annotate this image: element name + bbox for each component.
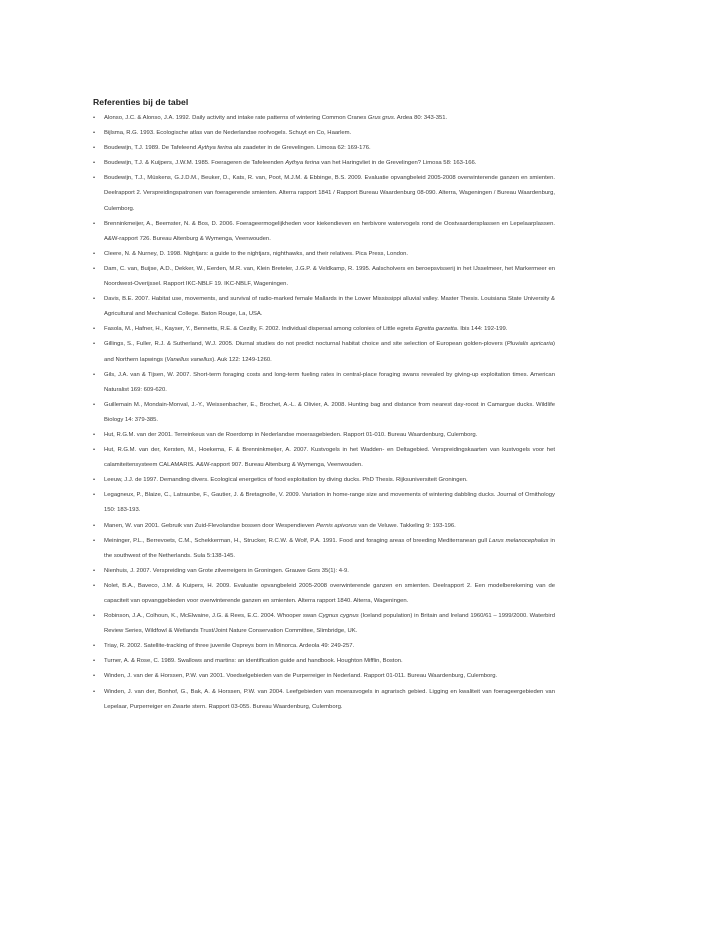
bullet-icon: •: [93, 658, 96, 665]
reference-text: [104, 654, 555, 669]
species-name: Egretta garzetta: [415, 326, 457, 333]
reference-segment: Fasola, M., Hafner, H., Kayser, Y., Bennetts, R.E. & Cezilly, F. 2002. Individual dispersal among colonies of Little egrets: [104, 326, 416, 333]
reference-text: [104, 564, 555, 579]
reference-item: [93, 217, 555, 247]
species-name: Pluvialis apricaria: [506, 341, 554, 348]
reference-segment: Gillings, S., Fuller, R.J. & Sutherland, W.J. 2005. Diurnal studies do not predict nocturnal habitat choice and site selection of European golden-plovers (: [104, 341, 507, 348]
reference-segment: Brenninkmeijer, A., Beemster, N. & Bos, D. 2006. Foerageermogelijkheden voor kiekendieven en herbivore watervogels rond de Oostvaardersplassen en Lepelaarplassen. A&W-rapport 726. Bureau Altenburg & Wymenga, Veenwouden.: [104, 220, 555, 242]
bullet-icon: •: [93, 643, 96, 650]
reference-text: [104, 398, 555, 428]
reference-text: [104, 639, 555, 654]
reference-segment: Gils, J.A. van & Tijsen, W. 2007. Short-term foraging costs and long-term fueling rates in central-place foraging swans revealed by giving-up exploitation times. American Naturalist 169: 609-620.: [104, 371, 555, 393]
reference-segment: in the southwest of the Netherlands. Sula 5:138-145.: [104, 537, 555, 559]
reference-segment: Boudewijn, T.J. 1989. De Tafeleend: [104, 145, 198, 152]
reference-segment: Davis, B.E. 2007. Habitat use, movements, and survival of radio-marked female Mallards in the Lower Mississippi alluvial valley. Master Thesis. Louisiana State University & Agricultural and Mechanical College. Baton Rouge, La, USA.: [104, 296, 555, 318]
reference-text: [104, 368, 555, 398]
reference-item: [93, 488, 555, 518]
reference-text: [104, 322, 555, 337]
reference-text: [104, 111, 555, 126]
bullet-icon: •: [93, 145, 96, 152]
bullet-icon: •: [93, 492, 96, 499]
reference-text: [104, 443, 555, 473]
reference-segment: . Ibis 144: 192-199.: [456, 326, 508, 333]
reference-item: [93, 111, 555, 126]
reference-item: [93, 669, 555, 684]
bullet-icon: •: [93, 115, 96, 121]
reference-text: [104, 337, 555, 367]
bullet-icon: •: [93, 265, 96, 272]
species-name: Larus melanocephalus: [488, 537, 549, 544]
reference-segment: Leeuw, J.J. de 1997. Demanding divers. Ecological energetics of food exploitation by diving ducks. PhD Thesis. Rijksuniversiteit Groningen.: [104, 477, 468, 484]
species-name: Cygnus cygnus: [318, 613, 359, 620]
bullet-icon: •: [93, 326, 96, 333]
reference-item: [93, 685, 555, 715]
reference-segment: Dam, C. van, Buijse, A.D., Dekker, W., Eerden, M.R. van, Klein Breteler, J.G.P. & Veldkamp, R. 1995. Aalscholvers en beroepsvisserij in het IJsselmeer, het Markermeer en Noordwest-Overijssel. Rapport IKC-NBLF 19. IKC-NBLF, Wageningen.: [104, 265, 555, 288]
reference-segment: ). Auk 122: 1249-1260.: [212, 356, 272, 363]
reference-text: [104, 669, 555, 684]
species-name: Pernis apivorus: [316, 522, 357, 529]
reference-item: [93, 398, 555, 428]
bullet-icon: •: [93, 537, 96, 544]
reference-text: [104, 217, 555, 247]
reference-segment: Bijlsma, R.G. 1993. Ecologische atlas van de Nederlandse roofvogels. Schuyt en Co, Haarlem.: [104, 130, 352, 137]
reference-text: [104, 488, 555, 518]
reference-text: [104, 534, 555, 564]
reference-text: [104, 685, 555, 715]
reference-segment: Hut, R.G.M. van der, Kersten, M., Hoekema, F. & Brenninkmeijer, A. 2007. Kustvogels in het Wadden- en Deltagebied. Verspreidingskaarten van kustvogels voor het calamiteitensysteem CALAMARIS. A&W-rapport 907. Bureau Altenburg & Wymenga, Veenwouden.: [104, 447, 555, 469]
bullet-icon: •: [93, 522, 96, 529]
reference-item: [93, 141, 555, 156]
bullet-icon: •: [93, 296, 96, 303]
bullet-icon: •: [93, 567, 96, 574]
reference-segment: Legagneux, P., Blaize, C., Latraunbe, F., Gautier, J. & Bretagnolle, V. 2009. Variation in home-range size and movements of wintering dabbling ducks. Journal of Ornithology 150: 183-193.: [104, 492, 555, 514]
reference-segment: Turner, A. & Rose, C. 1989. Swallows and martins: an identification guide and handbook. Houghton Mifflin, Boston.: [104, 658, 403, 665]
bullet-icon: •: [93, 447, 96, 454]
reference-text: [104, 247, 555, 262]
reference-item: [93, 519, 555, 534]
bullet-icon: •: [93, 220, 96, 227]
bullet-icon: •: [93, 688, 96, 695]
reference-item: [93, 609, 555, 639]
reference-item: [93, 639, 555, 654]
reference-list: [93, 111, 555, 715]
reference-text: [104, 609, 555, 639]
reference-text: [104, 428, 555, 443]
bullet-icon: •: [93, 341, 96, 348]
reference-text: [104, 519, 555, 534]
reference-item: [93, 171, 555, 216]
reference-item: [93, 126, 555, 141]
species-name: Vanellus vanellus: [166, 356, 213, 363]
bullet-icon: •: [93, 250, 96, 257]
bullet-icon: •: [93, 477, 96, 484]
reference-text: [104, 292, 555, 322]
reference-text: [104, 473, 555, 488]
reference-segment: als zaadeter in de Grevelingen. Limosa 62: 169-176.: [232, 145, 371, 152]
species-name: Grus grus: [367, 115, 394, 121]
bullet-icon: •: [93, 401, 96, 408]
bullet-icon: •: [93, 613, 96, 620]
reference-segment: Cleere, N. & Nurney, D. 1998. Nightjars: a guide to the nightjars, nighthawks, and their relatives. Pica Press, London.: [104, 250, 409, 257]
reference-segment: van het Haringvliet in de Grevelingen? Limosa 58: 163-166.: [319, 160, 477, 167]
reference-segment: . Ardea 80: 343-351.: [393, 115, 448, 121]
reference-item: [93, 337, 555, 367]
reference-segment: Boudewijn, T.J. & Kuijpers, J.W.M. 1985. Foerageren de Tafeleenden: [104, 160, 286, 167]
reference-item: [93, 322, 555, 337]
reference-item: [93, 443, 555, 473]
reference-item: [93, 473, 555, 488]
reference-segment: Boudewijn, T.J., Müskens, G.J.D.M., Beuker, D., Kats, R. van, Poot, M.J.M. & Ebbinge, B.S. 2009. Evaluatie opvangbeleid 2005-2008 overwinterende ganzen en smienten. Deelrapport 2. Verspreidingspatronen van foeragerende smienten. Alterra rapport 1841 / Rapport Bureau Waardenburg 08-090. Alterra, Wageningen / Bureau Waardenburg, Culemborg.: [104, 175, 555, 212]
reference-text: [104, 141, 555, 156]
bullet-icon: •: [93, 431, 96, 438]
reference-item: [93, 368, 555, 398]
reference-item: [93, 156, 555, 171]
reference-text: [104, 126, 555, 141]
species-name: Aythya ferina: [197, 145, 233, 152]
bullet-icon: •: [93, 160, 96, 167]
reference-segment: Alonso, J.C. & Alonso, J.A. 1992. Daily activity and intake rate patterns of wintering Common Cranes: [104, 115, 368, 121]
reference-text: [104, 262, 555, 292]
bullet-icon: •: [93, 130, 96, 137]
section-heading: Referenties bij de tabel: [93, 97, 189, 107]
reference-segment: van de Veluwe. Takkeling 9: 193-196.: [356, 522, 456, 529]
reference-segment: Robinson, J.A., Colhoun, K., McElwaine, J.G. & Rees, E.C. 2004. Whooper swan: [104, 613, 319, 620]
reference-segment: Nienhuis, J. 2007. Verspreiding van Grote zilverreigers in Groningen. Grauwe Gors 35(1): 4-9.: [104, 567, 349, 574]
reference-item: [93, 262, 555, 292]
reference-segment: (Iceland population) in Britain and Ireland 1960/61 – 1999/2000. Waterbird Review Series, Wildfowl & Wetlands Trust/Joint Nature Conservation Committee, Slimbridge, UK.: [104, 613, 555, 635]
reference-segment: Triay, R. 2002. Satellite-tracking of three juvenile Ospreys born in Minorca. Ardeola 49: 249-257.: [104, 643, 355, 650]
reference-segment: ) and Northern lapwings (: [104, 341, 555, 363]
reference-item: [93, 579, 555, 609]
reference-segment: Winden, J. van der, Bonhof, G., Bak, A. & Horssen, P.W. van 2004. Leefgebieden van moerasvogels in agrarisch gebied. Ligging en kwaliteit van foerageergebieden van Lepelaar, Purperreiger en Zwarte stern. Rapport 03-055. Bureau Waardenburg, Culemborg.: [104, 688, 555, 710]
reference-text: [104, 579, 555, 609]
bullet-icon: •: [93, 371, 96, 378]
bullet-icon: •: [93, 175, 96, 182]
reference-item: [93, 428, 555, 443]
reference-segment: Guillemain M., Mondain-Monval, J.-Y., Weissenbacher, E., Brochet, A.-L. & Olivier, A. 2008. Hunting bag and distance from nearest day-roost in Camargue ducks. Wildlife Biology 14: 379-385.: [104, 401, 555, 423]
species-name: Aythya ferina: [285, 160, 320, 167]
reference-item: [93, 534, 555, 564]
bullet-icon: •: [93, 582, 96, 589]
reference-segment: Hut, R.G.M. van der 2001. Terreinkeus van de Roerdomp in Nederlandse moerasgebieden. Rapport 01-010. Bureau Waardenburg, Culemborg.: [104, 431, 478, 438]
reference-segment: Winden, J. van der & Horssen, P.W. van 2001. Voedselgebieden van de Purperreiger in Nederland. Rapport 01-011. Bureau Waardenburg, Culemborg.: [104, 673, 498, 680]
reference-item: [93, 564, 555, 579]
reference-text: [104, 171, 555, 216]
bullet-icon: •: [93, 673, 96, 680]
reference-item: [93, 247, 555, 262]
reference-item: [93, 292, 555, 322]
reference-segment: Nolet, B.A., Baveco, J.M. & Kuipers, H. 2009. Evaluatie opvangbeleid 2005-2008 overwinterende ganzen en smienten. Deelrapport 2. Een modelberekening van de capaciteit van opvanggebieden voor overwinterende ganzen en smienten. Alterra rapport 1840. Alterra, Wageningen.: [104, 582, 555, 604]
reference-segment: Meininger, P.L., Berrevoets, C.M., Schekkerman, H., Strucker, R.C.W. & Wolf, P.A. 1991. Food and foraging areas of breeding Mediterranean gull: [104, 537, 489, 544]
reference-segment: Manen, W. van 2001. Gebruik van Zuid-Flevolandse bossen door Wespendieven: [104, 522, 317, 529]
reference-item: [93, 654, 555, 669]
reference-text: [104, 156, 555, 171]
document-page: [93, 97, 555, 715]
